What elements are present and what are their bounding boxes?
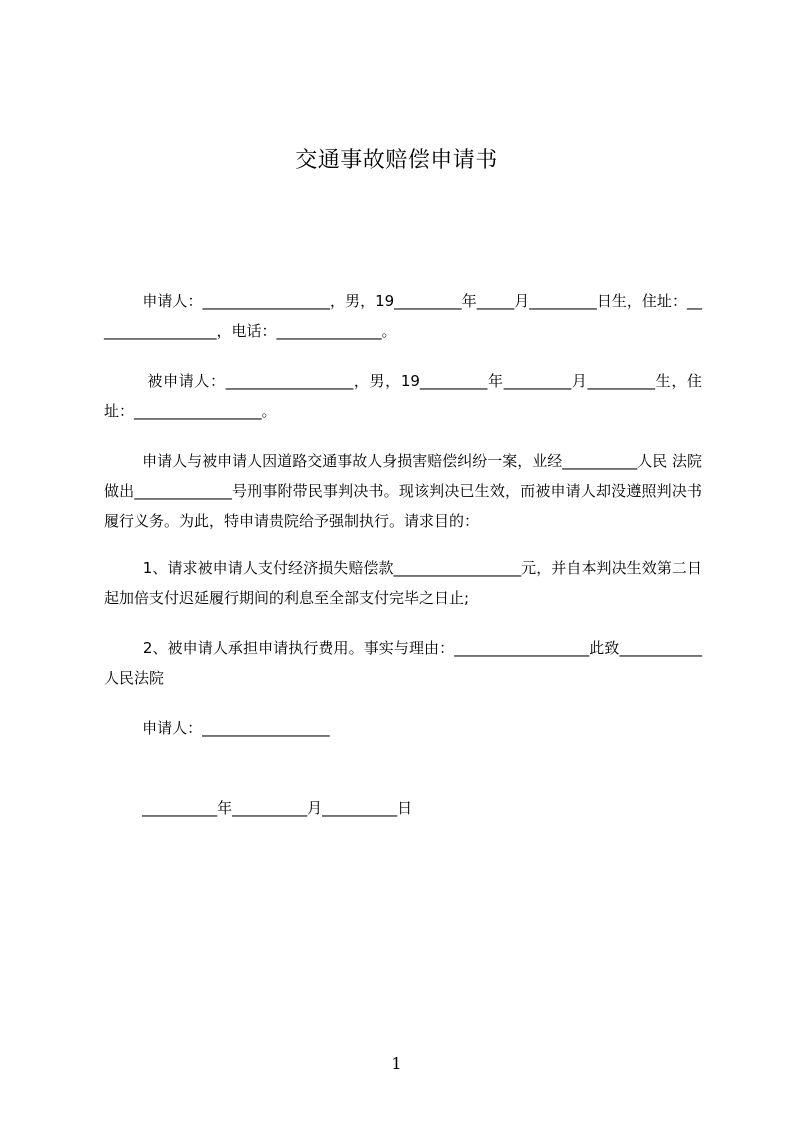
case-background-paragraph: 申请人与被申请人因道路交通事故人身损害赔偿纠纷一案，业经__________人民 法院做出_____________号刑事附带民事判决书。现该判决已生效，而被申请人却没遵照判决书履行义务。为此，特申请贵院给予强制执行。请求目的： xyxy=(104,452,702,530)
date-line: __________年__________月__________日 xyxy=(104,799,413,817)
applicant-signature-line: 申请人：_________________ xyxy=(104,719,330,737)
request-item-2: 2、被申请人承担申请执行费用。事实与理由：__________________此致___________人民法院 xyxy=(104,639,702,687)
respondent-paragraph: 被申请人：_________________，男，19_________年_________月_________生，住址：_________________。 xyxy=(104,372,702,420)
document-title: 交通事故赔偿申请书 xyxy=(295,148,498,173)
request-item-1: 1、请求被申请人支付经济损失赔偿款_________________元，并自本判决生效第二日起加倍支付迟延履行期间的利息至全部支付完毕之日止; xyxy=(104,559,702,607)
applicant-paragraph: 申请人：_________________，男，19_________年_____月_________日生，住址：_________________，电话：______________。 xyxy=(104,292,702,340)
page-number: 1 xyxy=(391,1054,402,1073)
